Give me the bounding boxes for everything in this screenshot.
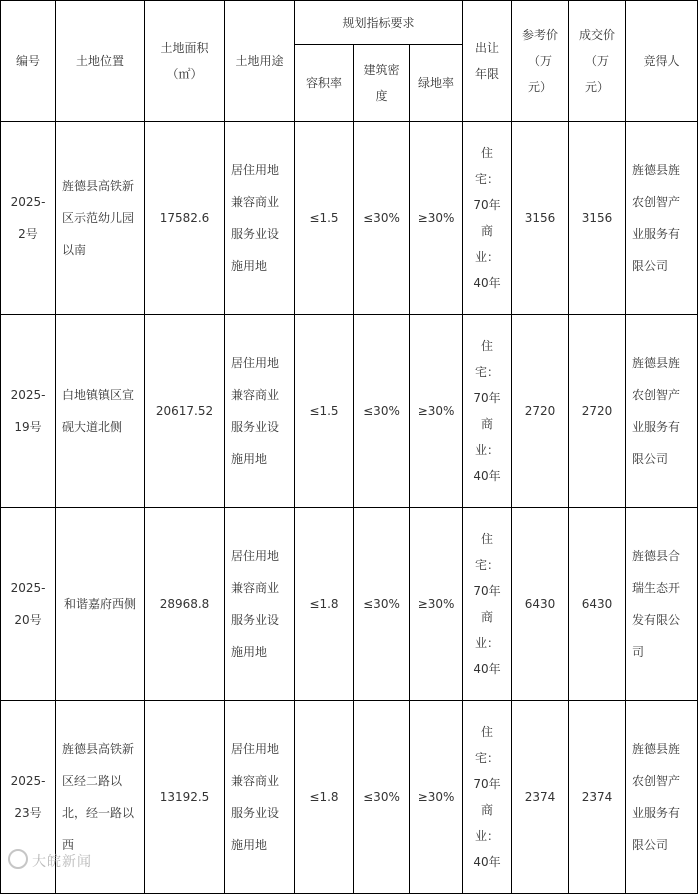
header-ref-price [512, 1, 569, 122]
cell-area: 20617.52 [145, 315, 225, 508]
cell-green: ≥30% [410, 701, 463, 894]
header-ref-line3: 元） [528, 80, 553, 94]
term-line: 商 [481, 224, 494, 238]
cell-far: ≤1.5 [295, 315, 354, 508]
watermark [8, 849, 92, 871]
cell-ref-price: 6430 [512, 508, 569, 701]
header-density [354, 45, 410, 122]
use-text: 居住用地兼容商业服务业设施用地 [231, 549, 280, 659]
cell-density: ≤30% [354, 508, 410, 701]
cell-ref-price: 3156 [512, 122, 569, 315]
term-line: 宅： [475, 365, 500, 379]
term-line: 40年 [473, 662, 501, 676]
cell-location [56, 122, 145, 315]
cell-use [225, 122, 295, 315]
header-deal-price [569, 1, 626, 122]
term-line: 住 [481, 725, 494, 739]
cell-id: 2025-2号 [1, 122, 56, 315]
header-ref-line2: （万 [528, 54, 553, 68]
term-line: 业： [475, 443, 500, 457]
cell-deal-price: 3156 [569, 122, 626, 315]
header-far: 容积率 [295, 45, 354, 122]
cell-density: ≤30% [354, 701, 410, 894]
header-deal-line3: 元） [585, 80, 610, 94]
cell-area: 28968.8 [145, 508, 225, 701]
cell-green: ≥30% [410, 122, 463, 315]
header-deal-line1: 成交价 [579, 28, 616, 42]
table-row [1, 315, 698, 508]
header-planning-group: 规划指标要求 [295, 1, 463, 45]
header-id: 编号 [1, 1, 56, 122]
cell-use [225, 508, 295, 701]
header-green: 绿地率 [410, 45, 463, 122]
header-location: 土地位置 [56, 1, 145, 122]
winner-text: 旌德县旌农创智产业服务有限公司 [632, 163, 681, 273]
use-text: 居住用地兼容商业服务业设施用地 [231, 742, 280, 852]
term-line: 住 [481, 339, 494, 353]
winner-text: 旌德县旌农创智产业服务有限公司 [632, 356, 681, 466]
header-ref-line1: 参考价 [522, 28, 559, 42]
location-text: 旌德县高铁新区经二路以北，经一路以西 [62, 742, 135, 852]
winner-text: 旌德县合瑞生态开发有限公司 [632, 549, 681, 659]
header-term [463, 1, 512, 122]
term-line: 商 [481, 417, 494, 431]
cell-far: ≤1.5 [295, 122, 354, 315]
cell-use [225, 315, 295, 508]
term-line: 70年 [473, 584, 501, 598]
header-density-line1: 建筑密 [363, 63, 400, 77]
term-line: 住 [481, 146, 494, 160]
term-line: 70年 [473, 391, 501, 405]
header-area-unit: （㎡） [166, 67, 203, 81]
term-line: 40年 [473, 469, 501, 483]
term-line: 业： [475, 250, 500, 264]
header-use: 土地用途 [225, 1, 295, 122]
cell-id: 2025-20号 [1, 508, 56, 701]
cell-area: 13192.5 [145, 701, 225, 894]
term-line: 70年 [473, 198, 501, 212]
cell-winner [626, 508, 698, 701]
cell-winner [626, 122, 698, 315]
cell-term [463, 701, 512, 894]
cell-term [463, 122, 512, 315]
cell-id: 2025-23号 [1, 701, 56, 894]
table-row [1, 508, 698, 701]
use-text: 居住用地兼容商业服务业设施用地 [231, 356, 280, 466]
cell-term [463, 508, 512, 701]
term-line: 商 [481, 803, 494, 817]
cell-use [225, 701, 295, 894]
term-line: 40年 [473, 855, 501, 869]
term-line: 宅： [475, 751, 500, 765]
cell-winner [626, 701, 698, 894]
table-row [1, 122, 698, 315]
header-density-line2: 度 [375, 89, 388, 103]
term-line: 40年 [473, 276, 501, 290]
cell-term [463, 315, 512, 508]
header-area [145, 1, 225, 122]
cell-deal-price: 6430 [569, 508, 626, 701]
header-winner: 竞得人 [626, 1, 698, 122]
cell-deal-price: 2720 [569, 315, 626, 508]
cell-location [56, 508, 145, 701]
cell-density: ≤30% [354, 315, 410, 508]
location-text: 旌德县高铁新区示范幼儿园以南 [62, 179, 135, 257]
cell-green: ≥30% [410, 508, 463, 701]
use-text: 居住用地兼容商业服务业设施用地 [231, 163, 280, 273]
cell-winner [626, 315, 698, 508]
watermark-text: 大皖新闻 [32, 854, 92, 870]
location-text: 和谐嘉府西侧 [63, 597, 136, 611]
header-area-line1: 土地面积 [160, 41, 209, 55]
cell-ref-price: 2374 [512, 701, 569, 894]
cell-far: ≤1.8 [295, 508, 354, 701]
header-deal-line2: （万 [585, 54, 610, 68]
cell-location [56, 315, 145, 508]
term-line: 商 [481, 610, 494, 624]
cell-far: ≤1.8 [295, 701, 354, 894]
term-line: 宅： [475, 172, 500, 186]
header-term-line2: 年限 [475, 67, 500, 81]
winner-text: 旌德县旌农创智产业服务有限公司 [632, 742, 681, 852]
term-line: 70年 [473, 777, 501, 791]
cell-area: 17582.6 [145, 122, 225, 315]
cell-density: ≤30% [354, 122, 410, 315]
cell-deal-price: 2374 [569, 701, 626, 894]
term-line: 业： [475, 829, 500, 843]
header-row-top [1, 1, 698, 45]
cell-ref-price: 2720 [512, 315, 569, 508]
term-line: 宅： [475, 558, 500, 572]
cell-id: 2025-19号 [1, 315, 56, 508]
watermark-logo-icon [8, 849, 28, 869]
cell-green: ≥30% [410, 315, 463, 508]
table-row [1, 701, 698, 894]
header-term-line1: 出让 [475, 41, 500, 55]
term-line: 住 [481, 532, 494, 546]
location-text: 白地镇镇区宣砚大道北侧 [62, 388, 135, 434]
term-line: 业： [475, 636, 500, 650]
